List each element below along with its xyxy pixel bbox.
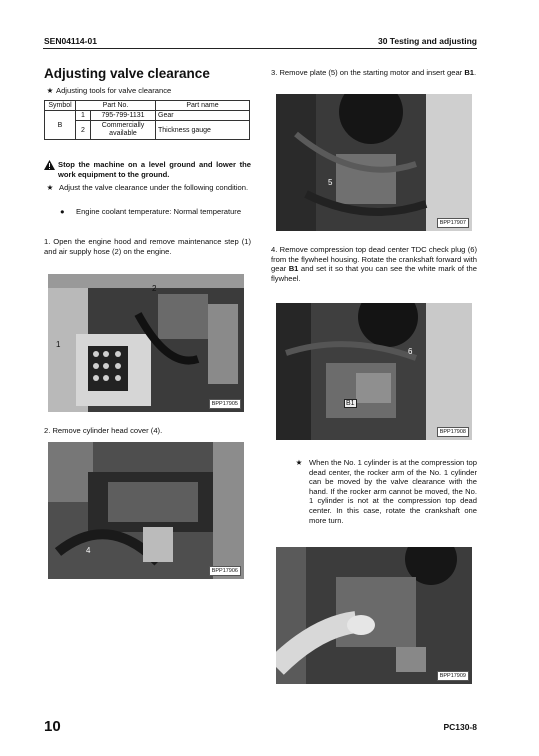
photo-flywheel-housing — [276, 303, 472, 440]
star-icon: ★ — [46, 86, 54, 95]
callout-1: 1 — [56, 340, 61, 349]
photo-id: BPP17907 — [437, 218, 469, 228]
step-1: 1. Open the engine hood and remove maintenance step (1) and air supply hose (2) on the engine. — [44, 237, 251, 256]
photo-id: BPP17909 — [437, 671, 469, 681]
step-3-gear: B1 — [464, 68, 475, 77]
callout-b1: B1 — [346, 400, 355, 407]
warning-block — [44, 160, 251, 179]
document-code: SEN04114-01 — [44, 36, 97, 46]
part-number: Commercially available — [91, 121, 156, 140]
callout-6: 6 — [408, 347, 413, 356]
photo-id: BPP17906 — [209, 566, 241, 576]
tools-intro-line — [44, 86, 254, 96]
photo-rocker-arm — [276, 547, 472, 684]
star-icon: ★ — [295, 458, 303, 467]
photo-starting-motor — [276, 94, 472, 231]
section-title: Adjusting valve clearance — [44, 66, 210, 81]
row-number: 2 — [76, 121, 91, 140]
header-part-name: Part name — [156, 101, 250, 111]
part-number: 795-799-1131 — [91, 111, 156, 121]
part-name: Thickness gauge — [156, 121, 250, 140]
photo-engine-hood — [48, 274, 244, 412]
callout-2: 2 — [152, 284, 157, 293]
table-header-row — [45, 101, 250, 111]
step-4-text: 4. Remove compression top dead center TDC check plug (6) from the flywheel housing. Rotate the crankshaft forward with gear — [271, 245, 477, 274]
temperature-note — [60, 207, 251, 217]
header-symbol: Symbol — [45, 101, 76, 111]
bullet-icon: ● — [60, 207, 65, 216]
step-2: 2. Remove cylinder head cover (4). — [44, 426, 163, 435]
chapter-title: 30 Testing and adjusting — [377, 36, 477, 46]
warning-icon — [44, 160, 58, 179]
step-4: 4. Remove compression top dead center TDC check plug (6) from the flywheel housing. Rotate the crankshaft forward with gear B1 and set it so that you can see the white mark of the flywheel. — [271, 245, 477, 283]
callout-5: 5 — [328, 178, 333, 187]
table-row — [45, 121, 250, 140]
header-rule — [43, 48, 477, 49]
tools-table — [44, 100, 250, 140]
page-number: 10 — [44, 718, 61, 735]
adjust-note — [44, 183, 251, 193]
header-part-no: Part No. — [76, 101, 156, 111]
photo-id: BPP17908 — [437, 427, 469, 437]
photo-cylinder-head — [48, 442, 244, 579]
step-3-text: 3. Remove plate (5) on the starting motor and insert gear — [271, 68, 465, 77]
no1-note-text: When the No. 1 cylinder is at the compression top dead center, the rocker arm of the No. 1 cylinder can be moved by the valve clearance with the hand. If the rocker arm cannot be moved, the No. 1 cylinder is not at the compression top dead center. In this case, rotate the crankshaft one more turn. — [309, 458, 477, 525]
part-name: Gear — [156, 111, 250, 121]
no1-note — [293, 458, 477, 525]
warning-text: Stop the machine on a level ground and lower the work equipment to the ground. — [58, 160, 251, 179]
row-number: 1 — [76, 111, 91, 121]
symbol-cell: B — [45, 111, 76, 140]
tools-intro: Adjusting tools for valve clearance — [56, 86, 172, 95]
step-4-gear: B1 — [288, 264, 299, 274]
model-code: PC130-8 — [443, 722, 477, 732]
temperature-note-text: Engine coolant temperature: Normal temperature — [76, 207, 242, 216]
step-3: 3. Remove plate (5) on the starting motor and insert gear B1. — [271, 68, 477, 77]
star-icon: ★ — [46, 183, 54, 192]
photo-id: BPP17905 — [209, 399, 241, 409]
adjust-note-text: Adjust the valve clearance under the following condition. — [59, 183, 249, 192]
table-row — [45, 111, 250, 121]
callout-4: 4 — [86, 546, 91, 555]
